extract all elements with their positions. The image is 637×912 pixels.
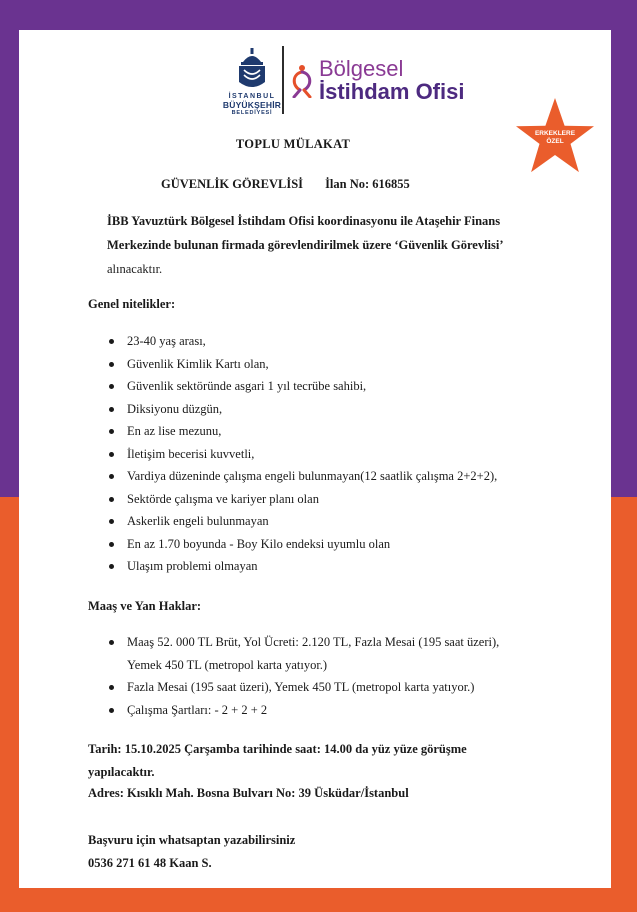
ibb-line1: İSTANBUL bbox=[228, 93, 276, 100]
list-item: En az lise mezunu, bbox=[107, 420, 567, 443]
list-item: Ulaşım problemi olmayan bbox=[107, 555, 567, 578]
list-item bbox=[107, 631, 567, 676]
list-item: Diksiyonu düzgün, bbox=[107, 398, 567, 421]
badge-line2: ÖZEL bbox=[546, 137, 564, 145]
ibb-line2: BÜYÜKŞEHİR bbox=[222, 100, 282, 110]
intro-line1: İBB Yavuztürk Bölgesel İstihdam Ofisi koordinasyonu ile Ataşehir Finans bbox=[107, 214, 501, 228]
list-item: Fazla Mesai (195 saat üzeri), Yemek 450 TL (metropol karta yatıyor.) bbox=[107, 676, 567, 699]
office-logo-line1: Bölgesel bbox=[319, 56, 404, 81]
general-list bbox=[107, 330, 567, 578]
list-item: 23-40 yaş arası, bbox=[107, 330, 567, 353]
general-heading: Genel nitelikler: bbox=[88, 297, 176, 311]
logo-divider bbox=[282, 46, 284, 114]
list-item: Vardiya düzeninde çalışma engeli bulunmayan(12 saatlik çalışma 2+2+2), bbox=[107, 465, 567, 488]
listing-number: İlan No: 616855 bbox=[325, 177, 410, 191]
contact-paragraph bbox=[88, 829, 558, 875]
contact-line1: Başvuru için whatsaptan yazabilirsiniz bbox=[88, 833, 296, 847]
position-title: GÜVENLİK GÖREVLİSİ bbox=[161, 177, 304, 191]
list-item: Çalışma Şartları: - 2 + 2 + 2 bbox=[107, 699, 567, 722]
contact-phone: 0536 271 61 48 Kaan S. bbox=[88, 856, 212, 870]
salary-item1-line2: Yemek 450 TL (metropol karta yatıyor.) bbox=[127, 657, 328, 672]
page-title: TOPLU MÜLAKAT bbox=[235, 137, 351, 151]
salary-list bbox=[107, 631, 567, 721]
badge-line1: ERKEKLERE bbox=[534, 130, 576, 137]
list-item: Sektörde çalışma ve kariyer planı olan bbox=[107, 488, 567, 511]
salary-heading: Maaş ve Yan Haklar: bbox=[88, 599, 202, 613]
intro-line2: Merkezinde bulunan firmada görevlendirilmek üzere ‘Güvenlik Görevlisi’ bbox=[107, 238, 504, 252]
intro-line3: alınacaktır. bbox=[107, 262, 163, 276]
salary-item1-line1: Maaş 52. 000 TL Brüt, Yol Ücreti: 2.120 TL, Fazla Mesai (195 saat üzeri), bbox=[127, 635, 500, 649]
list-item: Güvenlik Kimlik Kartı olan, bbox=[107, 353, 567, 376]
position-line bbox=[161, 177, 410, 192]
date-line1: Tarih: 15.10.2025 Çarşamba tarihinde saat: 14.00 da yüz yüze görüşme bbox=[88, 742, 467, 756]
date-paragraph bbox=[88, 738, 558, 784]
list-item: Güvenlik sektöründe asgari 1 yıl tecrübe sahibi, bbox=[107, 375, 567, 398]
list-item: İletişim becerisi kuvvetli, bbox=[107, 443, 567, 466]
intro-paragraph bbox=[107, 209, 555, 281]
list-item: En az 1.70 boyunda - Boy Kilo endeksi uyumlu olan bbox=[107, 533, 567, 556]
office-logo-icon bbox=[288, 64, 316, 98]
ibb-emblem-icon bbox=[235, 48, 269, 90]
office-logo-line2: İstihdam Ofisi bbox=[319, 79, 465, 104]
date-line2: yapılacaktır. bbox=[88, 765, 155, 779]
ibb-line3: BELEDİYESİ bbox=[231, 109, 273, 116]
document-sheet bbox=[19, 30, 611, 888]
address: Adres: Kısıklı Mah. Bosna Bulvarı No: 39 Üsküdar/İstanbul bbox=[88, 786, 409, 800]
ibb-logo bbox=[217, 48, 287, 126]
list-item: Askerlik engeli bulunmayan bbox=[107, 510, 567, 533]
